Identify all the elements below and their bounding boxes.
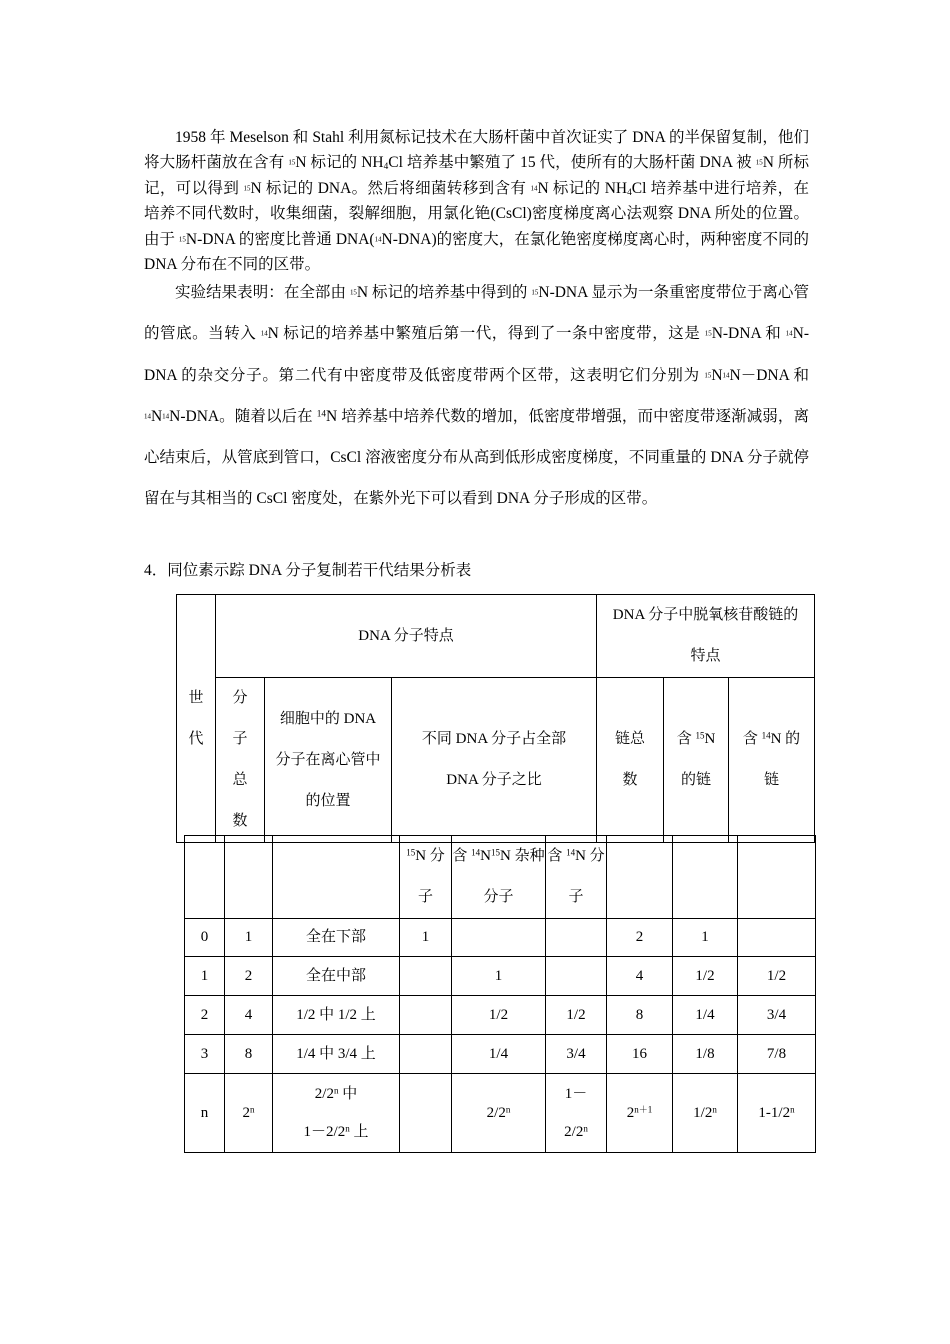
cell-generation: n — [185, 1074, 225, 1153]
cell-n14-chain: 3/4 — [738, 996, 816, 1035]
cell-n15-chain: 1/2$^n$ — [673, 1074, 738, 1153]
cell-position: 全在下部 — [273, 919, 400, 957]
sub-empty — [673, 836, 738, 919]
table-row — [185, 996, 816, 1035]
cell-position: 1/2 中 1/2 上 — [273, 996, 400, 1035]
col-position: 细胞中的 DNA 分子在离心管中的位置 — [265, 678, 392, 843]
group-chain-features: DNA 分子中脱氧核苷酸链的特点 — [597, 595, 815, 678]
cell-hybrid: 1 — [452, 957, 546, 996]
sub-empty — [738, 836, 816, 919]
cell-hybrid — [452, 919, 546, 957]
cell-n15-chain: 1 — [673, 919, 738, 957]
sub-empty — [185, 836, 225, 919]
sub-empty — [225, 836, 273, 919]
table-row — [185, 919, 816, 957]
cell-generation: 0 — [185, 919, 225, 957]
cell-total: 8 — [225, 1035, 273, 1074]
cell-generation: 3 — [185, 1035, 225, 1074]
cell-total: 2$^n$ — [225, 1074, 273, 1153]
cell-n15 — [400, 996, 452, 1035]
group-dna-features: DNA 分子特点 — [216, 595, 597, 678]
sub-hybrid-molecule: 含 $^{14}N^{15}N$ 杂种分子 — [452, 836, 546, 919]
table-row — [185, 957, 816, 996]
sub-n15-molecule: $^{15}$N 分子 — [400, 836, 452, 919]
table-row-n — [185, 1074, 816, 1153]
table-row — [185, 1035, 816, 1074]
cell-n14: 3/4 — [546, 1035, 607, 1074]
cell-chains: 2 — [607, 919, 673, 957]
cell-n14-chain: 1-1/2$^n$ — [738, 1074, 816, 1153]
cell-chains: 8 — [607, 996, 673, 1035]
col-n14-chain: 含 $^{14}$N 的链 — [729, 678, 815, 843]
header-table — [176, 594, 815, 843]
col-total-chains: 链总数 — [597, 678, 664, 843]
cell-total: 4 — [225, 996, 273, 1035]
col-ratio: 不同 DNA 分子占全部 DNA 分子之比 — [392, 678, 597, 843]
cell-n15-chain: 1/4 — [673, 996, 738, 1035]
cell-hybrid: 2/2$^n$ — [452, 1074, 546, 1153]
cell-n15 — [400, 1035, 452, 1074]
cell-n14 — [546, 957, 607, 996]
cell-n15: 1 — [400, 919, 452, 957]
cell-n15 — [400, 1074, 452, 1153]
cell-total: 1 — [225, 919, 273, 957]
col-generation: 世代 — [177, 595, 216, 843]
cell-hybrid: 1/2 — [452, 996, 546, 1035]
col-n15-chain: 含 $^{15}$N 的链 — [664, 678, 729, 843]
sub-empty — [607, 836, 673, 919]
results-paragraph: 实验结果表明：在全部由 15N 标记的培养基中得到的 15N-DNA 显示为一条重密度带位于离心管的管底。当转入 14N 标记的培养基中繁殖后第一代，得到了一条中密度带，这是 15N-DNA 和 14N-DNA 的杂交分子。第二代有中密度带及低密度带两个区带，这表明它们分别为 15N14N－DNA 和 14N14N-DNA。随着以后在 $^{14}$N 培养基中培养代数的增加，低密度带增强，而中密度带逐渐减弱，离心结束后，从管底到管口，CsCl 溶液密度分布从高到低形成密度梯度，不同重量的 DNA 分子就停留在与其相当的 CsCl 密度处，在紫外光下可以看到 DNA 分子形成的区带。 — [144, 284, 810, 508]
cell-n15 — [400, 957, 452, 996]
cell-position: 1/4 中 3/4 上 — [273, 1035, 400, 1074]
cell-total: 2 — [225, 957, 273, 996]
cell-chains: $2^{n+1}$ — [607, 1074, 673, 1153]
data-table — [184, 835, 816, 1153]
sub-empty — [273, 836, 400, 919]
cell-n15-chain: 1/8 — [673, 1035, 738, 1074]
cell-chains: 16 — [607, 1035, 673, 1074]
cell-generation: 1 — [185, 957, 225, 996]
table-heading: 4．同位素示踪 DNA 分子复制若干代结果分析表 — [144, 562, 472, 579]
cell-generation: 2 — [185, 996, 225, 1035]
cell-hybrid: 1/4 — [452, 1035, 546, 1074]
cell-n14 — [546, 919, 607, 957]
cell-n14-chain: 7/8 — [738, 1035, 816, 1074]
intro-paragraph: 1958 年 Meselson 和 Stahl 利用氮标记技术在大肠杆菌中首次证实了 DNA 的半保留复制，他们将大肠杆菌放在含有 15N 标记的 NH4Cl 培养基中繁殖了 15 代，使所有的大肠杆菌 DNA 被 15N 所标记，可以得到 15N 标记的 DNA。然后将细菌转移到含有 14N 标记的 NH4Cl 培养基中进行培养，在培养不同代数时，收集细菌，裂解细胞，用氯化铯(CsCl)密度梯度离心法观察 DNA 所处的位置。由于 15N-DNA 的密度比普通 DNA(14N-DNA)的密度大，在氯化铯密度梯度离心时，两种密度不同的 DNA 分布在不同的区带。 — [144, 129, 809, 274]
cell-position: 全在中部 — [273, 957, 400, 996]
cell-n15-chain: 1/2 — [673, 957, 738, 996]
cell-n14-chain: 1/2 — [738, 957, 816, 996]
cell-n14-chain — [738, 919, 816, 957]
sub-n14-molecule: 含 $^{14}$N 分子 — [546, 836, 607, 919]
col-total-molecules: 分子总数 — [216, 678, 265, 843]
cell-chains: 4 — [607, 957, 673, 996]
cell-n14: 1－ $2/2^n$ — [546, 1074, 607, 1153]
cell-n14: 1/2 — [546, 996, 607, 1035]
cell-position: 2/2$^n$ 中 $1-2/2^n$ 上 — [273, 1074, 400, 1153]
